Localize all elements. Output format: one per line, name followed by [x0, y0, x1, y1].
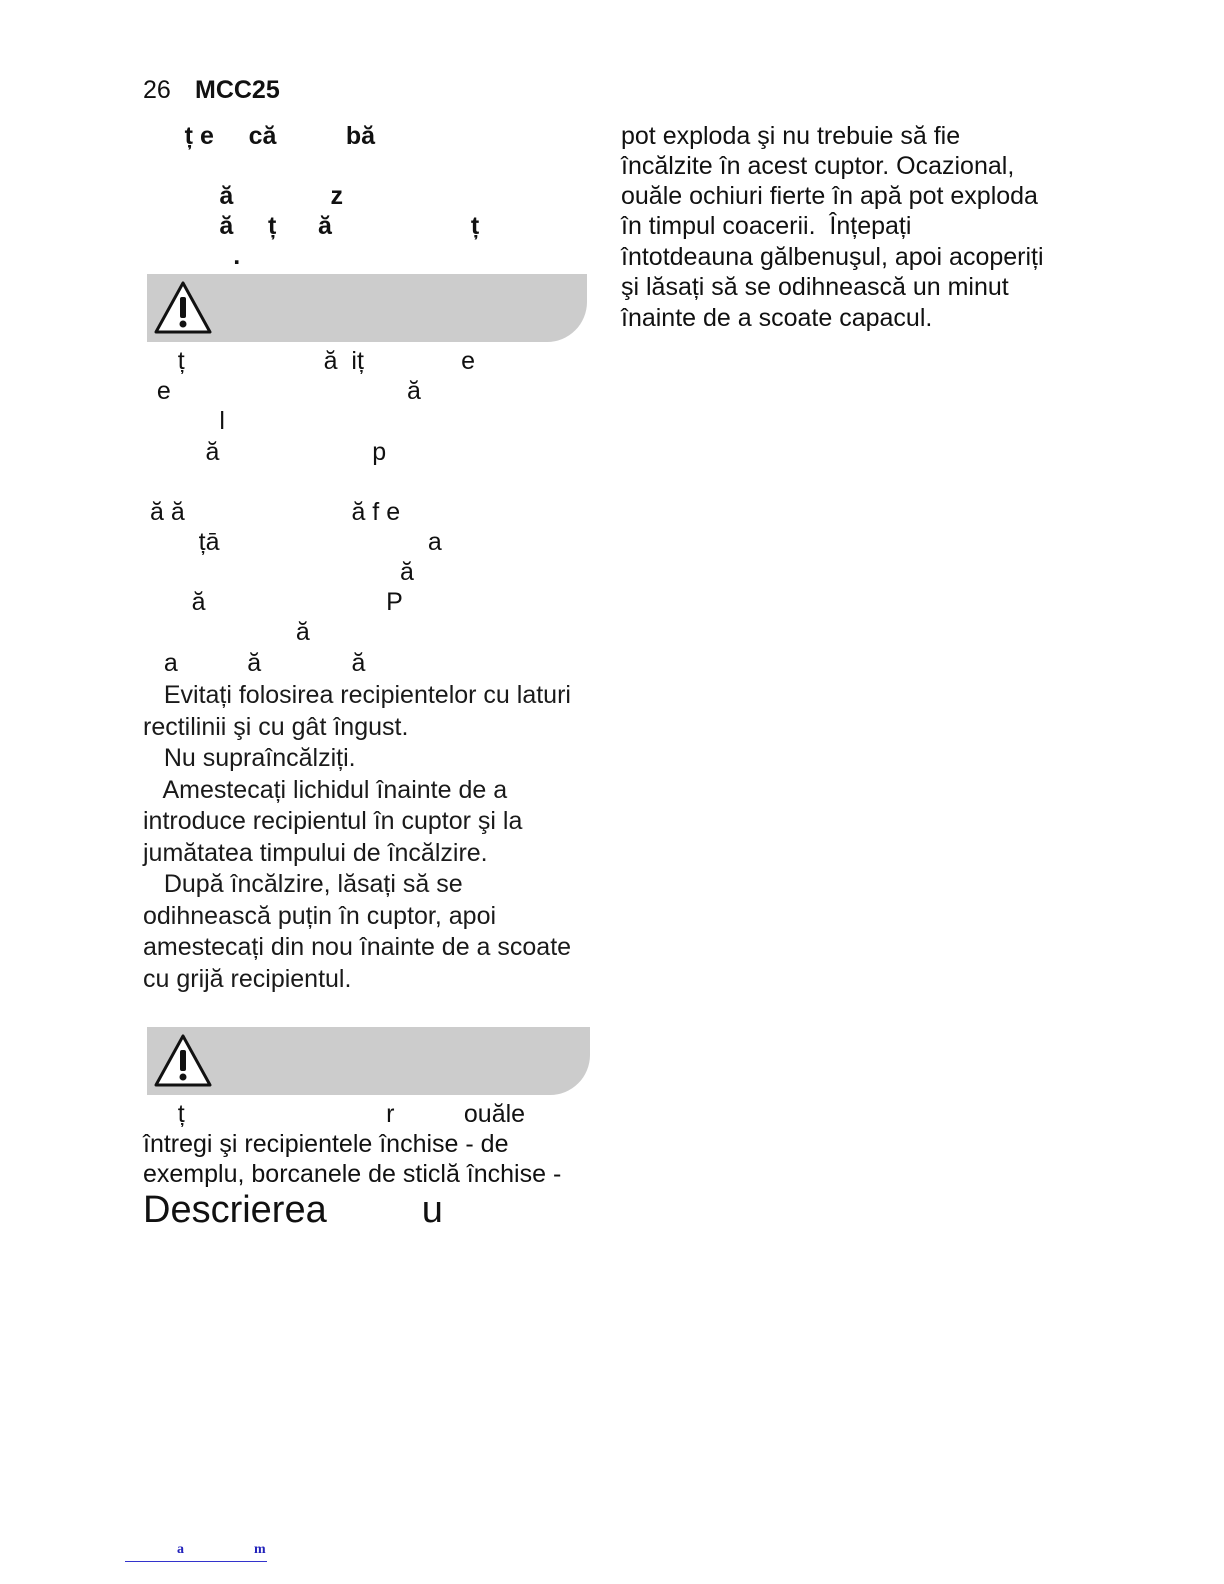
tip-line: Amestecați lichidul înainte de a: [143, 776, 508, 804]
warning-banner: [147, 274, 587, 342]
right-line: pot exploda şi nu trebuie să fie: [621, 122, 961, 150]
tip-line: Nu supraîncălziți.: [143, 744, 356, 772]
right-line: încălzite în acest cuptor. Ocazional,: [621, 152, 1015, 180]
warning-line: ă P: [150, 588, 403, 616]
warning-triangle-icon: [153, 280, 213, 336]
tip-line: jumătatea timpului de încălzire.: [143, 839, 488, 867]
tip-line: rectilinii şi cu gât îngust.: [143, 713, 409, 741]
warning-banner: [147, 1027, 590, 1095]
warning-line: ă: [150, 558, 414, 586]
tip-line: odihnească puțin în cuptor, apoi: [143, 902, 497, 930]
warning-triangle-icon: [153, 1033, 213, 1089]
warning-line: ă p: [143, 438, 387, 466]
intro-line: ă ț ă ț: [143, 212, 480, 240]
warning-line: l: [143, 407, 225, 435]
footer-link-text-a[interactable]: a: [177, 1542, 184, 1557]
right-line: înainte de a scoate capacul.: [621, 304, 933, 332]
page-number: 26: [143, 76, 171, 104]
warning-line: a ă ă: [150, 649, 366, 677]
intro-line: ț e că bă: [143, 122, 376, 150]
warning-line: exemplu, borcanele de sticlă închise -: [143, 1160, 562, 1188]
warning-line: e ă: [143, 377, 421, 405]
intro-line: .: [143, 242, 241, 270]
right-line: şi lăsați să se odihnească un minut: [621, 273, 1009, 301]
intro-line: ă z: [143, 182, 344, 210]
right-line: în timpul coacerii. Înțepați: [621, 212, 912, 240]
tip-line: cu grijă recipientul.: [143, 965, 352, 993]
tip-line: introduce recipientul în cuptor şi la: [143, 807, 523, 835]
model-name: MCC25: [195, 76, 280, 104]
warning-line: țā a: [150, 528, 442, 556]
footer-link-text-m[interactable]: m: [254, 1542, 266, 1557]
right-line: ouăle ochiuri fierte în apă pot exploda: [621, 182, 1038, 210]
section-title: Descrierea u: [143, 1189, 443, 1231]
warning-line: ă ă ă f e: [150, 498, 401, 526]
right-line: întotdeauna gălbenuşul, apoi acoperiți: [621, 243, 1044, 271]
warning-line: ț ă iț e: [143, 347, 476, 375]
warning-line: ț r ouăle: [143, 1100, 526, 1128]
tip-line: amestecați din nou înainte de a scoate: [143, 933, 572, 961]
footer-link[interactable]: [125, 1543, 267, 1562]
warning-line: întregi şi recipientele închise - de: [143, 1130, 509, 1158]
tip-line: După încălzire, lăsați să se: [143, 870, 463, 898]
tip-line: Evitați folosirea recipientelor cu laturi: [143, 681, 571, 709]
warning-line: ă: [150, 618, 310, 646]
